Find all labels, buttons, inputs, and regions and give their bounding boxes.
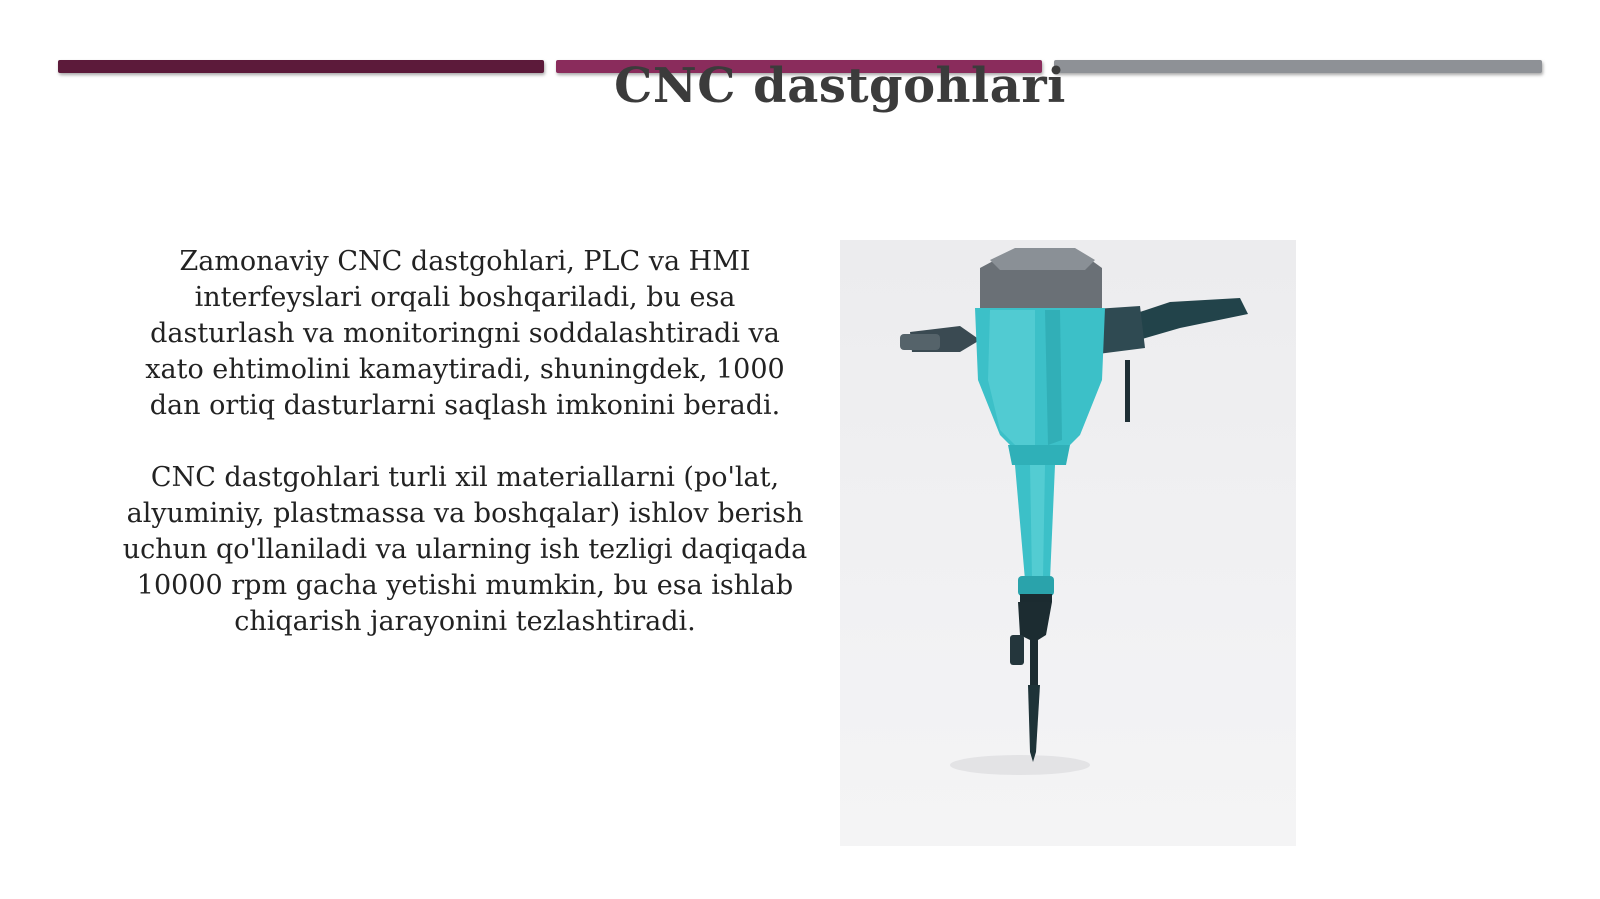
- paragraph-2: CNC dastgohlari turli xil materiallarni (po'lat, alyuminiy, plastmassa va boshqalar) ishlov berish uchun qo'llaniladi va ularning ish tezligi daqiqada 10000 rpm gacha yetishi mumkin, bu esa ishlab chiqarish jarayonini tezlashtiradi.: [122, 462, 808, 637]
- header-bar-left: [58, 60, 544, 73]
- slide-title: CNC dastgohlari: [614, 58, 1066, 114]
- jackhammer-image: [840, 240, 1296, 846]
- jackhammer-illustration: [840, 240, 1296, 846]
- paragraph-1: Zamonaviy CNC dastgohlari, PLC va HMI interfeyslari orqali boshqariladi, bu esa dasturlash va monitoringni soddalashtiradi va xato ehtimolini kamaytiradi, shuningdek, 1000 dan ortiq dasturlarni saqlash imkonini beradi.: [145, 246, 785, 421]
- slide-body-text: [120, 244, 810, 640]
